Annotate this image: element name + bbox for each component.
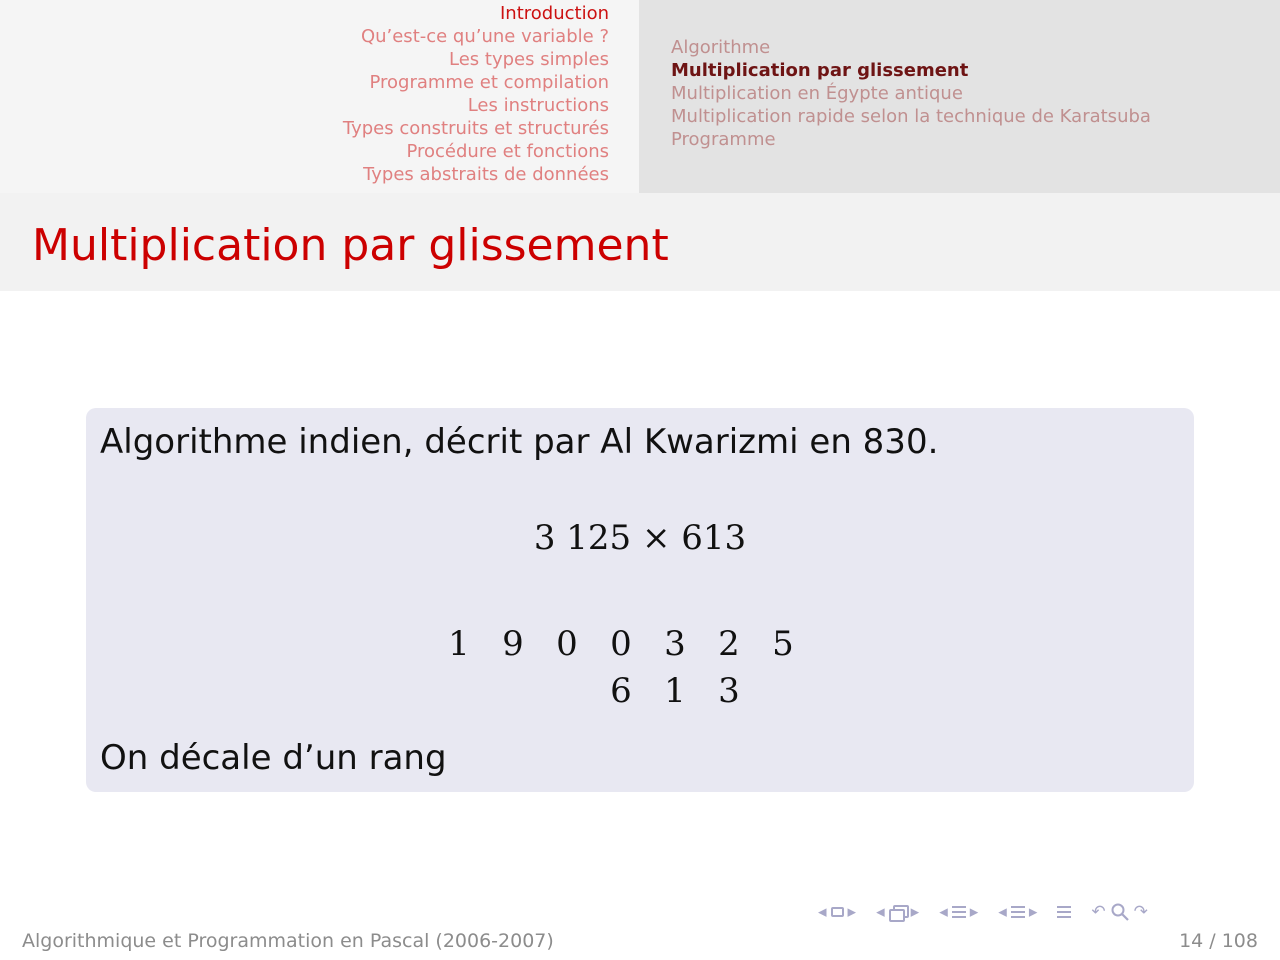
block-conclusion-text: On décale d’un rang [100, 738, 447, 778]
arrow-left-icon[interactable]: ◂ [818, 902, 827, 922]
product-digit: 5 [772, 624, 794, 664]
multiplier-digit: 6 [610, 671, 632, 711]
beamer-navigation-symbols [818, 900, 1270, 924]
content-block [86, 408, 1194, 792]
subsection-link-programme[interactable]: Programme [671, 129, 776, 150]
subsection-link-karatsuba[interactable]: Multiplication rapide selon la technique de Karatsuba [671, 106, 1151, 127]
subsection-navigation [639, 0, 1280, 193]
product-digits-row [432, 622, 810, 666]
document-navigation-symbols [998, 900, 1037, 924]
section-link-variable[interactable]: Qu’est-ce qu’une variable ? [360, 26, 609, 47]
forward-icon[interactable]: ↷ [1133, 902, 1148, 922]
back-icon[interactable]: ↶ [1091, 902, 1106, 922]
appendix-icon[interactable] [1057, 905, 1071, 919]
arrow-left-icon[interactable]: ◂ [939, 902, 948, 922]
search-navigation-symbols [1091, 900, 1148, 924]
section-link-introduction[interactable]: Introduction [499, 3, 609, 24]
footer-title: Algorithmique et Programmation en Pascal (2006-2007) [22, 930, 554, 952]
subsection-link-algorithme[interactable]: Algorithme [671, 37, 771, 58]
product-digit: 9 [502, 624, 524, 664]
appendix-navigation-symbols [1057, 905, 1071, 919]
subsection-link-multiplication-glissement[interactable]: Multiplication par glissement [671, 60, 969, 81]
subsection-icon[interactable] [889, 905, 907, 919]
subsection-link-egypte[interactable]: Multiplication en Égypte antique [671, 83, 963, 104]
arrow-left-icon[interactable]: ◂ [998, 902, 1007, 922]
block-intro-text: Algorithme indien, décrit par Al Kwarizmi en 830. [100, 422, 939, 462]
product-digit: 1 [448, 624, 470, 664]
section-link-instructions[interactable]: Les instructions [467, 95, 609, 116]
arrow-right-icon[interactable]: ▸ [847, 902, 857, 922]
arrow-right-icon[interactable]: ▸ [1028, 902, 1038, 922]
subsection-list [671, 36, 1151, 151]
section-link-program-compilation[interactable]: Programme et compilation [369, 72, 609, 93]
section-navigation-symbols [939, 900, 978, 924]
product-digit: 0 [556, 624, 578, 664]
section-link-abstract-data-types[interactable]: Types abstraits de données [363, 164, 609, 185]
multiplication-equation: 3 125 × 613 [533, 518, 747, 558]
frame-navigation [818, 900, 856, 924]
arrow-right-icon[interactable]: ▸ [969, 902, 979, 922]
section-link-procedures-functions[interactable]: Procédure et fonctions [406, 141, 609, 162]
section-link-simple-types[interactable]: Les types simples [449, 49, 609, 70]
frame-icon[interactable] [831, 907, 844, 917]
section-icon[interactable] [952, 905, 966, 919]
section-list [343, 2, 609, 186]
product-digit: 2 [718, 624, 740, 664]
arrow-right-icon[interactable]: ▸ [910, 902, 920, 922]
arrow-left-icon[interactable]: ◂ [876, 902, 885, 922]
product-digit: 0 [610, 624, 632, 664]
multiplier-digit: 3 [718, 671, 740, 711]
page-number: 14 / 108 [1179, 930, 1258, 952]
subsection-navigation-symbols [876, 900, 919, 924]
multiplier-digits-row [594, 669, 756, 713]
frame-title: Multiplication par glissement [32, 220, 669, 271]
section-link-constructed-types[interactable]: Types construits et structurés [342, 118, 609, 139]
document-icon[interactable] [1011, 905, 1025, 919]
section-navigation [0, 0, 639, 193]
product-digit: 3 [664, 624, 686, 664]
multiplier-digit: 1 [664, 671, 686, 711]
search-icon[interactable] [1110, 902, 1130, 922]
